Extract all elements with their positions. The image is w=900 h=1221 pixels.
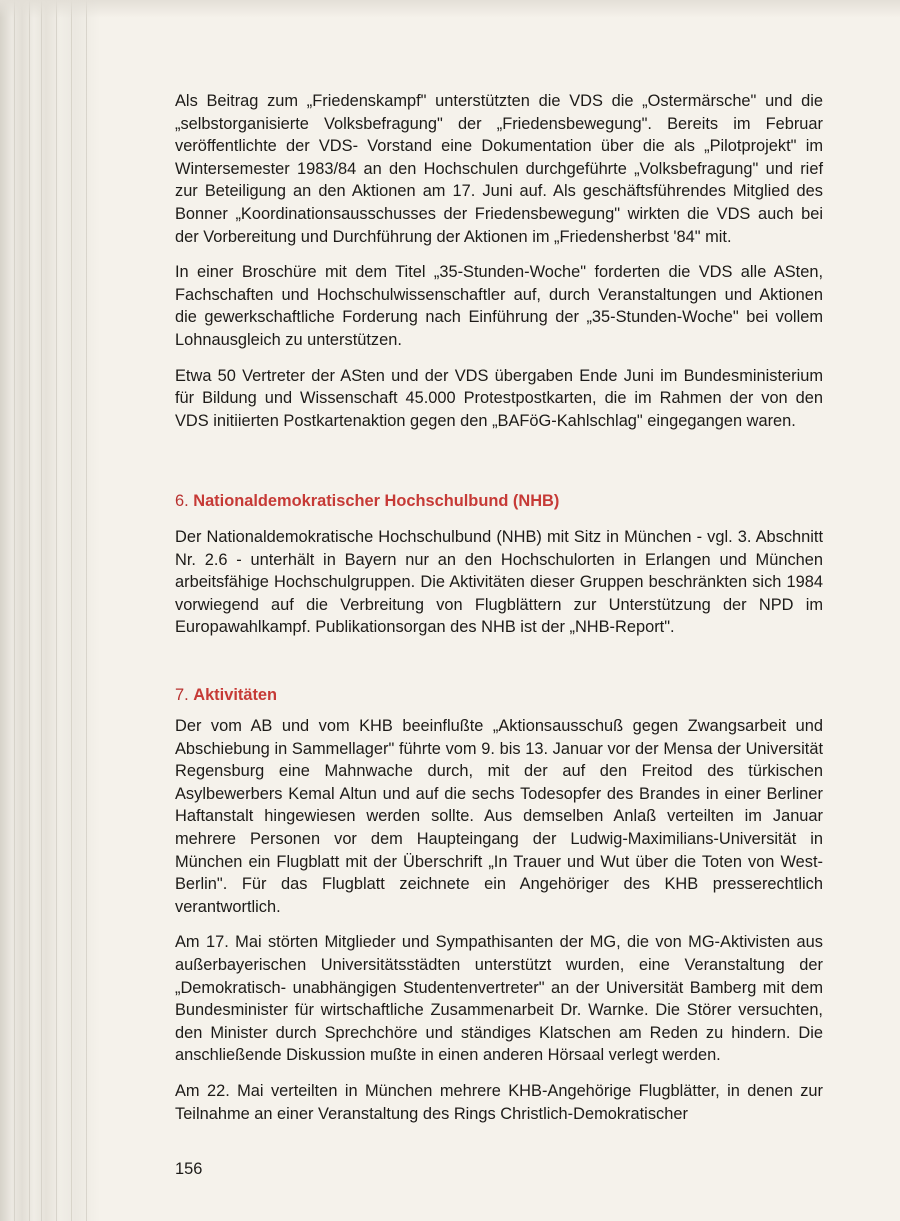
- book-binding-edge: [0, 0, 100, 1221]
- binding-line: [29, 0, 30, 1221]
- binding-line: [56, 0, 57, 1221]
- paragraph-khb-flugblaetter: Am 22. Mai verteilten in München mehrere KHB-Angehörige Flugblätter, in denen zur Teilnahme an einer Veranstaltung des Rings Christlich-Demokratischer: [175, 1081, 823, 1123]
- section-6-heading: [175, 490, 559, 512]
- binding-line: [14, 0, 15, 1221]
- paragraph-bafoeg: Etwa 50 Vertreter der ASten und der VDS übergaben Ende Juni im Bundesministerium für Bildung und Wissenschaft 45.000 Protestpostkarten, die im Rahmen der von den VDS initiierten Postkartenaktion gegen den „BAFöG-Kahlschlag" eingegangen waren.: [175, 366, 823, 430]
- intro-text-block: [175, 90, 823, 432]
- page-number: 156: [175, 1160, 203, 1178]
- section-6-number: 6.: [175, 492, 189, 510]
- paragraph-35-stunden-woche: In einer Broschüre mit dem Titel „35-Stunden-Woche" forderten die VDS alle ASten, Fachschaften und Hochschulwissenschaftler auf, durch Veranstaltungen und Aktionen die gewerkschaftliche Forderung nach Einführung der „35-Stunden-Woche" bei vollem Lohnausgleich zu unterstützen.: [175, 263, 823, 349]
- section-6-title: Nationaldemokratischer Hochschulbund (NHB): [193, 492, 560, 510]
- section-6-text-block: [175, 526, 823, 639]
- binding-line: [86, 0, 87, 1221]
- section-7-heading: [175, 684, 277, 706]
- paragraph-friedenskampf: Als Beitrag zum „Friedenskampf" unterstützten die VDS die „Ostermärsche" und die „selbstorganisierte Volksbefragung" der „Friedensbewegung". Bereits im Februar veröffentlichte der VDS- Vorstand eine Dokumentation über die als „Pilotprojekt" im Wintersemester 1983/84 an den Hochschulen durchgeführte „Volksbefragung" und rief zur Beteiligung an den Aktionen am 17. Juni auf. Als geschäftsführendes Mitglied des Bonner „Koordinationsausschusses der Friedensbewegung" wirkten die VDS auch bei der Vorbereitung und Durchführung der Aktionen im „Friedensherbst '84" mit.: [175, 92, 823, 246]
- section-7-title: Aktivitäten: [193, 686, 278, 704]
- page-top-shadow: [0, 0, 900, 18]
- paragraph-nhb: Der Nationaldemokratische Hochschulbund (NHB) mit Sitz in München - vgl. 3. Abschnitt Nr. 2.6 - unterhält in Bayern nur an den Hochschulorten in Erlangen und München arbeitsfähige Hochschulgruppen. Die Aktivitäten dieser Gruppen beschränkten sich 1984 vorwiegend auf die Verbreitung von Flugblättern zur Unterstützung der NPD im Europawahlkampf. Publikationsorgan des NHB ist der „NHB-Report".: [175, 528, 823, 637]
- binding-line: [71, 0, 72, 1221]
- section-7-number: 7.: [175, 686, 189, 704]
- binding-line: [41, 0, 42, 1221]
- paragraph-bamberg: Am 17. Mai störten Mitglieder und Sympathisanten der MG, die von MG-Aktivisten aus außerbayerischen Universitätsstädten unterstützt wurden, eine Veranstaltung der „Demokratisch- unabhängigen Studentenvertreter" an der Universität Bamberg mit dem Bundesminister für wirtschaftliche Zusammenarbeit Dr. Warnke. Die Störer versuchten, den Minister durch Sprechchöre und ständiges Klatschen am Reden zu hindern. Die anschließende Diskussion mußte in einen anderen Hörsaal verlegt werden.: [175, 933, 823, 1065]
- section-7-text-block: [175, 715, 823, 1125]
- paragraph-mahnwache: Der vom AB und vom KHB beeinflußte „Aktionsausschuß gegen Zwangsarbeit und Abschiebung in Sammellager" führte vom 9. bis 13. Januar vor der Mensa der Universität Regensburg eine Mahnwache durch, mit der auf den Freitod des türkischen Asylbewerbers Kemal Altun und auf die sechs Todesopfer des Brandes in einer Berliner Haftanstalt hingewiesen werden sollte. Aus demselben Anlaß verteilten im Januar mehrere Personen vor dem Haupteingang der Ludwig-Maximilians-Universität in München ein Flugblatt mit der Überschrift „In Trauer und Wut über die Toten von West-Berlin". Für das Flugblatt zeichnete ein Angehöriger des KHB presserechtlich verantwortlich.: [175, 717, 823, 916]
